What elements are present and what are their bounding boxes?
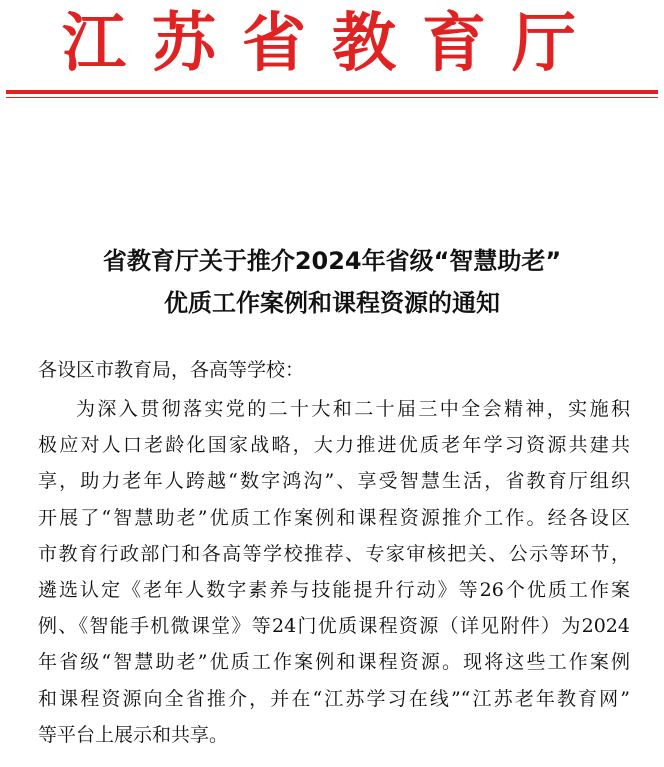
salutation: 各设区市教育局，各高等学校： (38, 359, 305, 381)
masthead-rule-thick (6, 90, 658, 94)
body-line: 例、《智能手机微课堂》等24门优质课程资源（详见附件）为2024 (38, 615, 630, 638)
body-line: 市教育行政部门和各高等学校推荐、专家审核把关、公示等环节， (38, 542, 630, 565)
body-line: 开展了“智慧助老”优质工作案例和课程资源推介工作。经各设区 (38, 506, 630, 529)
masthead-rule-thin (6, 97, 658, 98)
body-line: 等平台上展示和共享。 (38, 723, 229, 746)
body-line: 和课程资源向全省推介，并在“江苏学习在线”“江苏老年教育网” (38, 687, 630, 710)
masthead-title: 江苏省教育厅 (62, 6, 602, 81)
document-title-line-1: 省教育厅关于推介2024年省级“智慧助老” (102, 247, 562, 275)
body-line: 享，助力老年人跨越“数字鸿沟”、享受智慧生活，省教育厅组织 (38, 470, 630, 493)
body-line: 遴选认定《老年人数字素养与技能提升行动》等26个优质工作案 (38, 579, 630, 602)
body-line: 年省级“智慧助老”优质工作案例和课程资源。现将这些工作案例 (38, 651, 630, 674)
body-line: 极应对人口老龄化国家战略，大力推进优质老年学习资源共建共 (38, 434, 630, 457)
body-line: 为深入贯彻落实党的二十大和二十届三中全会精神，实施积 (76, 398, 630, 420)
body-paragraph (38, 391, 630, 753)
document-title (0, 240, 664, 324)
document-title-line-2: 优质工作案例和课程资源的通知 (164, 289, 500, 317)
